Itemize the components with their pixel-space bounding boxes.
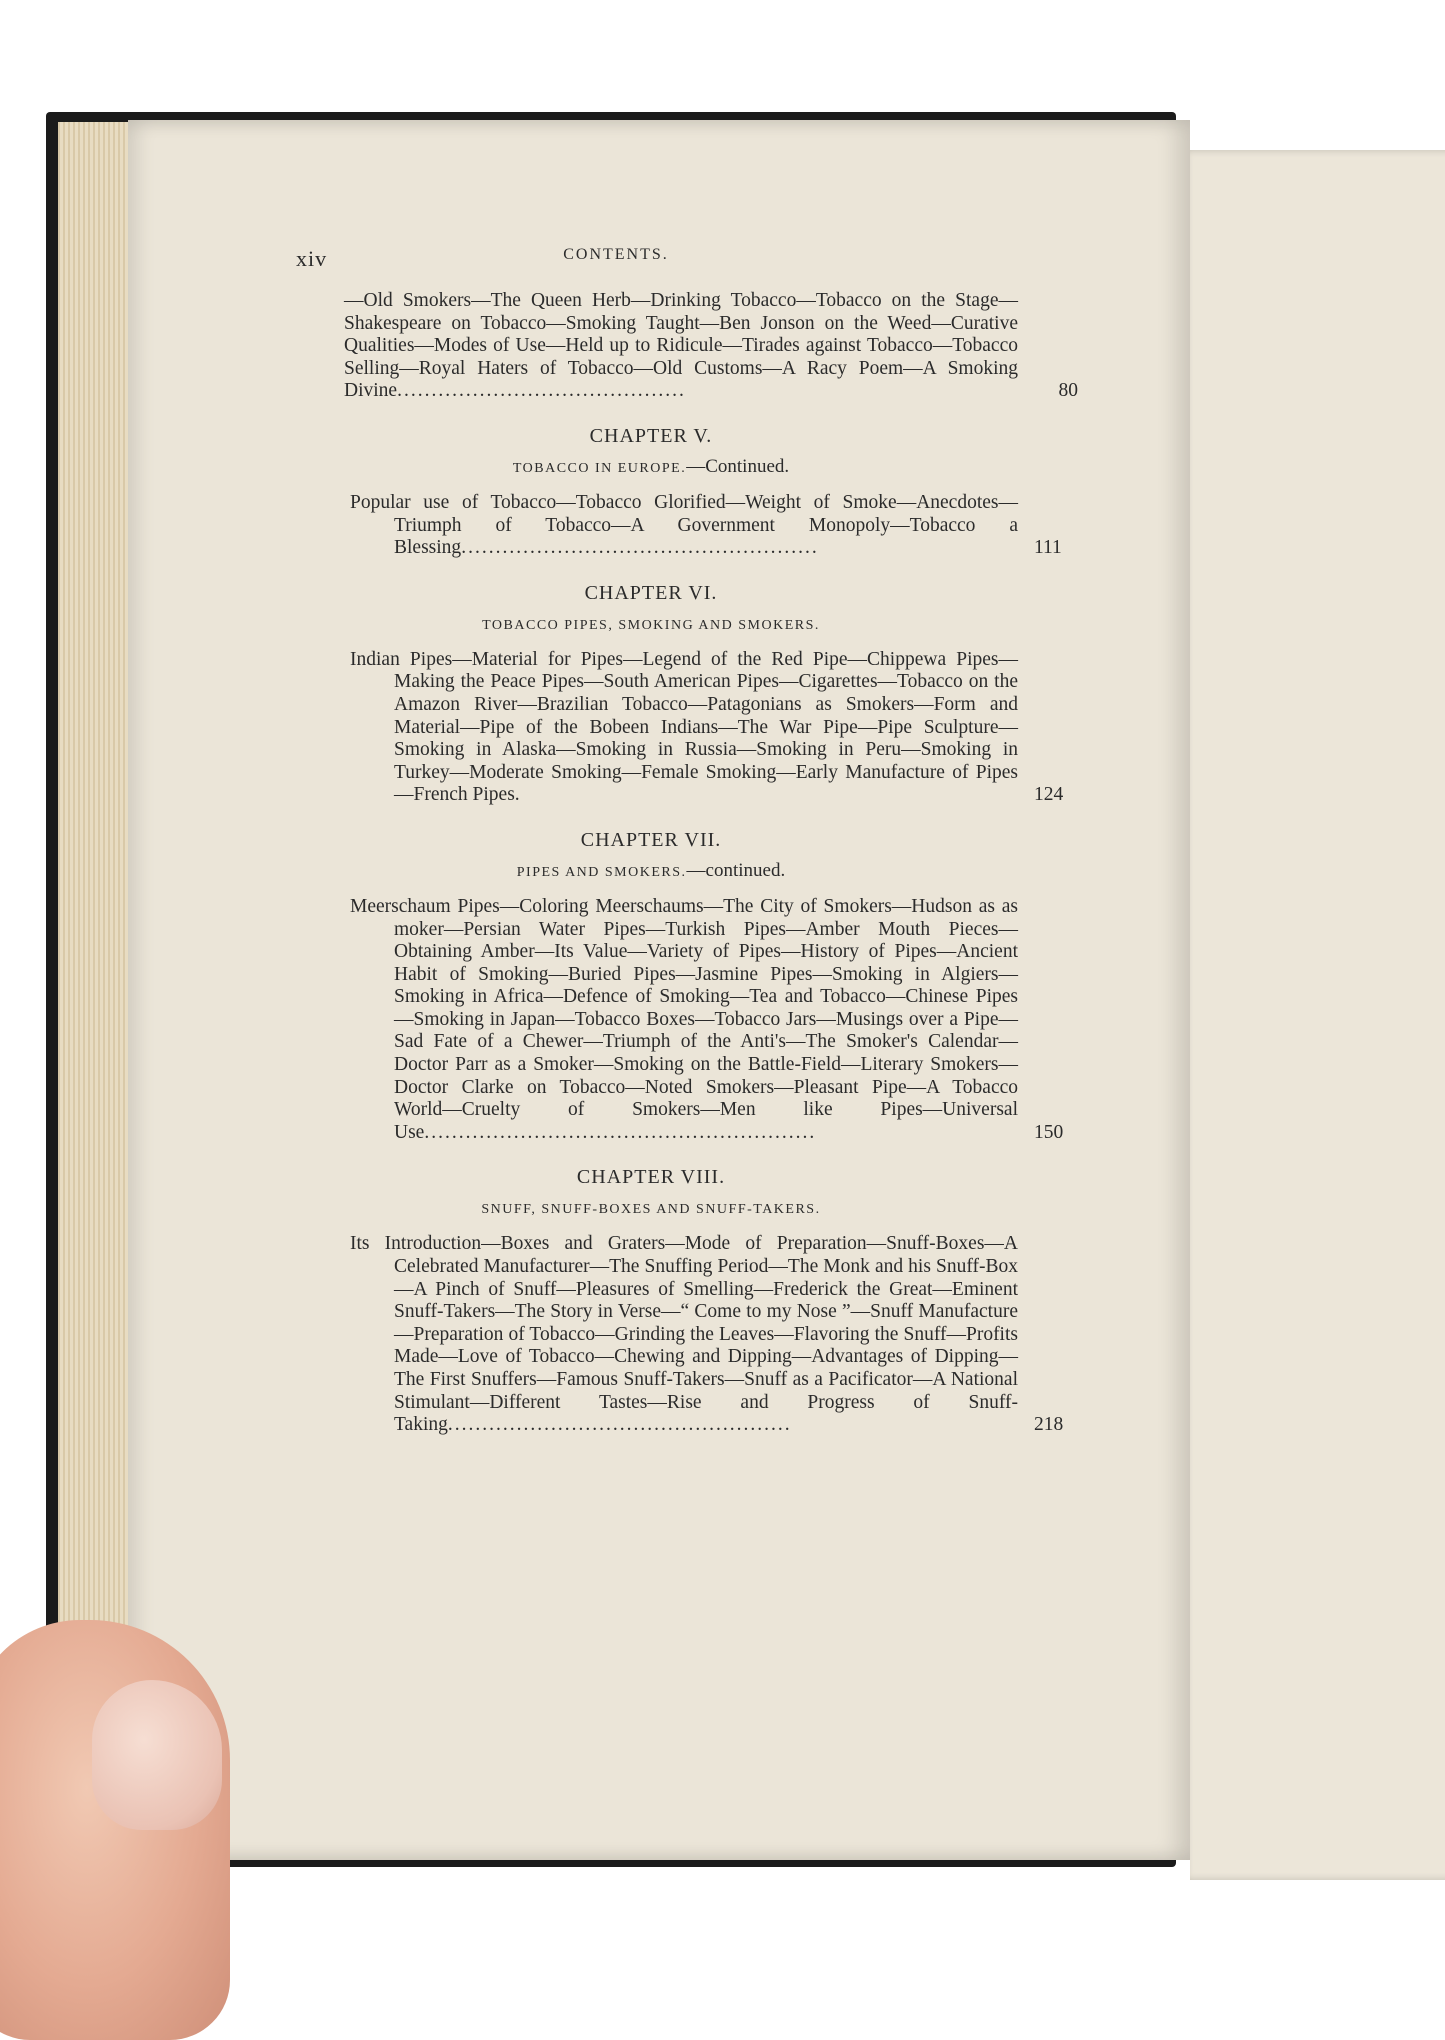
chapter-title: CHAPTER VIII. xyxy=(576,1166,726,1189)
thumbnail xyxy=(92,1680,222,1830)
facing-page xyxy=(1190,150,1445,1880)
chapter-title: CHAPTER V. xyxy=(589,424,713,447)
leader-dots: ......................................................... xyxy=(424,1121,817,1143)
chapter-subtitle-suffix: —continued. xyxy=(686,859,786,881)
leader-dots: .......................................... xyxy=(397,380,686,402)
chapter-subtitle xyxy=(244,613,1058,635)
entry-text: —Old Smokers—The Queen Herb—Drinking Tobacco—Tobacco on the Stage—Shakespeare on Tobacco—Smoking Taught—Ben Jonson on the Weed—Curative Qualities—Modes of Use—Held up to Ridicule—Tirades against Tobacco—Tobacco Selling—Royal Haters of Tobacco—Old Customs—A Racy Poem—A Smoking Divine xyxy=(344,290,1018,402)
chapter-subtitle xyxy=(244,1197,1058,1219)
page-block-edge xyxy=(58,122,138,1854)
contents-text xyxy=(174,246,1078,1437)
chapter-subtitle xyxy=(244,860,1058,882)
chapter-entry: Meerschaum Pipes—Coloring Meerschaums—The City of Smokers—Hudson as as moker—Persian Water Pipes—Turkish Pipes—Amber Mouth Pieces—Obtaining Amber—Its Value—Variety of Pipes—History of Pipes—Ancient Habit of Smoking—Buried Pipes—Jasmine Pipes—Smoking in Algiers—Smoking in Africa—Defence of Smoking—Tea and Tobacco—Chinese Pipes—Smoking in Japan—Tobacco Boxes—Tobacco Jars—Musings over a Pipe—Sad Fate of a Chewer—Triumph of the Anti's—The Smoker's Calendar—Doctor Parr as a Smoker—Smoking on the Battle-Field—Literary Smokers—Doctor Clarke on Tobacco—Noted Smokers—Pleasant Pipe—A Tobacco World—Cruelty of Smokers—Men like Pipes—Universal Use......................................................... 150 xyxy=(350,895,1064,1143)
entry-text: Its Introduction—Boxes and Graters—Mode of Preparation—Snuff-Boxes—A Celebrated Manufacturer—The Snuffing Period—The Monk and his Snuff-Box—A Pinch of Snuff—Pleasures of Smelling—Frederick the Great—Eminent Snuff-Takers—The Story in Verse—“ Come to my Nose ”—Snuff Manufacture—Preparation of Tobacco—Grinding the Leaves—Flavoring the Snuff—Profits Made—Love of Tobacco—Chewing and Dipping—Advantages of Dipping—The First Snuffers—Famous Snuff-Takers—Snuff as a Pacificator—A National Stimulant—Different Tastes—Rise and Progress of Snuff-Taking xyxy=(350,1233,1018,1436)
entry-text: Popular use of Tobacco—Tobacco Glorified—Weight of Smoke—Anecdotes—Triumph of Tobacco—A Government Monopoly—Tobacco a Blessing xyxy=(350,491,1018,559)
entry-text: Meerschaum Pipes—Coloring Meerschaums—The City of Smokers—Hudson as as moker—Persian Water Pipes—Turkish Pipes—Amber Mouth Pieces—Obtaining Amber—Its Value—Variety of Pipes—History of Pipes—Ancient Habit of Smoking—Buried Pipes—Jasmine Pipes—Smoking in Algiers—Smoking in Africa—Defence of Smoking—Tea and Tobacco—Chinese Pipes—Smoking in Japan—Tobacco Boxes—Tobacco Jars—Musings over a Pipe—Sad Fate of a Chewer—Triumph of the Anti's—The Smoker's Calendar—Doctor Parr as a Smoker—Smoking on the Battle-Field—Literary Smokers—Doctor Clarke on Tobacco—Noted Smokers—Pleasant Pipe—A Tobacco World—Cruelty of Smokers—Men like Pipes—Universal Use xyxy=(350,895,1018,1143)
chapter-subtitle xyxy=(244,456,1058,478)
chapter-title: CHAPTER VII. xyxy=(580,828,722,851)
entry-page-number: 80 xyxy=(1058,380,1078,402)
chapter-entry: Indian Pipes—Material for Pipes—Legend of the Red Pipe—Chippewa Pipes—Making the Peace Pipes—South American Pipes—Cigarettes—Tobacco on the Amazon River—Brazilian Tobacco—Patagonians as Smokers—Form and Material—Pipe of the Bobeen Indians—The War Pipe—Pipe Sculpture—Smoking in Alaska—Smoking in Russia—Smoking in Peru—Smoking in Turkey—Moderate Smoking—Female Smoking—Early Manufacture of Pipes—French Pipes. 124 xyxy=(350,648,1064,806)
entry-text: Indian Pipes—Material for Pipes—Legend of the Red Pipe—Chippewa Pipes—Making the Peace Pipes—South American Pipes—Cigarettes—Tobacco on the Amazon River—Brazilian Tobacco—Patagonians as Smokers—Form and Material—Pipe of the Bobeen Indians—The War Pipe—Pipe Sculpture—Smoking in Alaska—Smoking in Russia—Smoking in Peru—Smoking in Turkey—Moderate Smoking—Female Smoking—Early Manufacture of Pipes—French Pipes. xyxy=(350,648,1018,806)
holding-thumb xyxy=(0,1620,230,2040)
chapter-subtitle-text: TOBACCO PIPES, SMOKING AND SMOKERS. xyxy=(482,617,820,633)
chapter-subtitle-text: TOBACCO IN EUROPE. xyxy=(512,460,687,476)
chapter-title: CHAPTER VI. xyxy=(584,581,718,604)
page-number: xiv xyxy=(296,246,328,271)
chapter-entry: Its Introduction—Boxes and Graters—Mode of Preparation—Snuff-Boxes—A Celebrated Manufacturer—The Snuffing Period—The Monk and his Snuff-Box—A Pinch of Snuff—Pleasures of Smelling—Frederick the Great—Eminent Snuff-Takers—The Story in Verse—“ Come to my Nose ”—Snuff Manufacture—Preparation of Tobacco—Grinding the Leaves—Flavoring the Snuff—Profits Made—Love of Tobacco—Chewing and Dipping—Advantages of Dipping—The First Snuffers—Famous Snuff-Takers—Snuff as a Pacificator—A National Stimulant—Different Tastes—Rise and Progress of Snuff-Taking.................................................. 218 xyxy=(350,1233,1064,1436)
chapter-entry: Popular use of Tobacco—Tobacco Glorified—Weight of Smoke—Anecdotes—Triumph of Tobacco—A Government Monopoly—Tobacco a Blessing.................................................... 111 xyxy=(350,491,1062,559)
chapter-subtitle-text: SNUFF, SNUFF-BOXES AND SNUFF-TAKERS. xyxy=(481,1202,821,1218)
running-head-title: CONTENTS. xyxy=(563,246,669,263)
chapter-subtitle-suffix: —Continued. xyxy=(686,455,790,477)
contents-entry xyxy=(344,290,1078,403)
running-head xyxy=(174,246,1058,276)
chapter-subtitle-text: PIPES AND SMOKERS. xyxy=(516,864,687,880)
leader-dots: .................................................. xyxy=(447,1414,792,1436)
leader-dots: .................................................... xyxy=(461,537,819,559)
